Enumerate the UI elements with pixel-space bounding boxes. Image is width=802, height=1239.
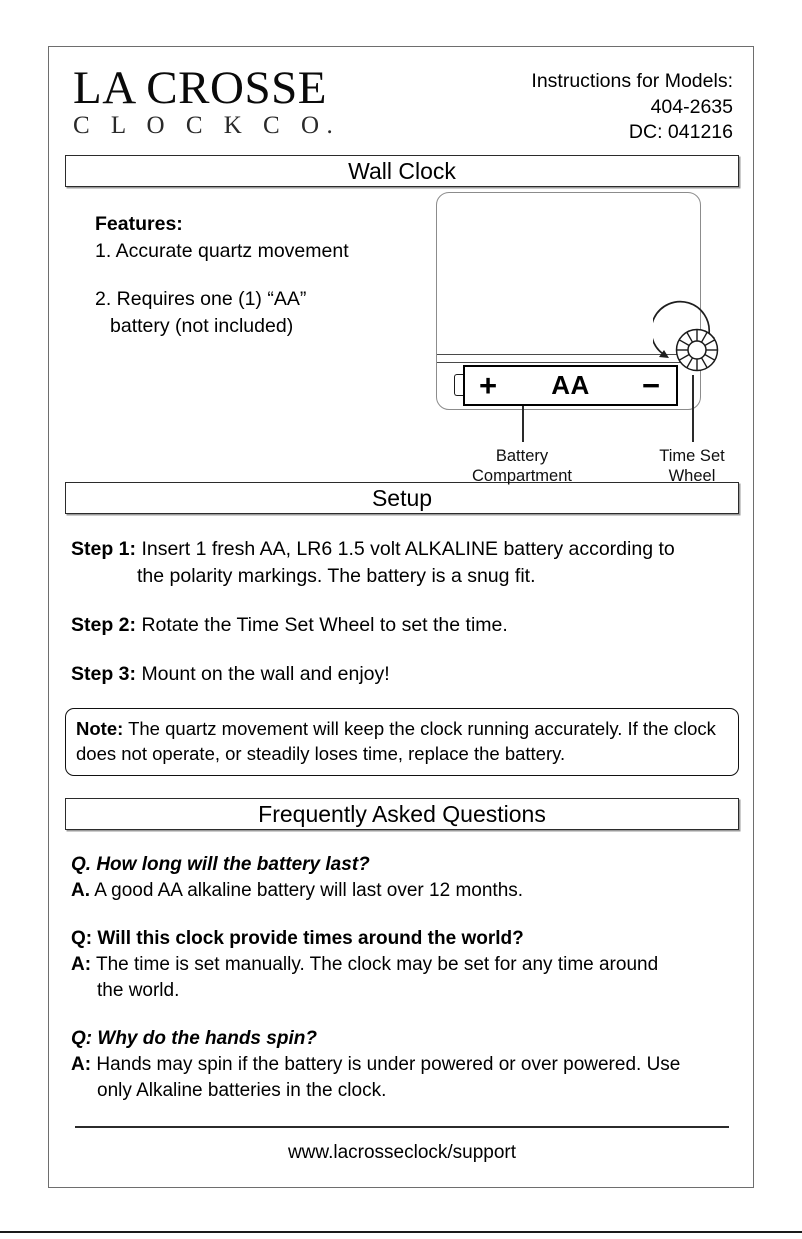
setup-step-3: [71, 661, 733, 688]
section-header-setup: [65, 482, 739, 514]
setup-step-2: [71, 612, 733, 639]
setup-step-1: [71, 536, 733, 590]
step-2-label: Step 2:: [71, 614, 137, 636]
section-header-faq: [65, 798, 739, 830]
document-header: [63, 59, 741, 155]
faq-answer-2: [71, 952, 733, 1004]
caption-time-set-wheel: [636, 446, 748, 486]
features-list: [95, 211, 425, 340]
faq-answer-1: [71, 878, 733, 904]
caption-wheel-line2: Wheel: [668, 467, 716, 485]
brand-logo: [73, 63, 340, 141]
product-title-text: Wall Clock: [348, 157, 456, 184]
faq-answer-2-continuation: the world.: [97, 980, 180, 1001]
features-and-diagram: [63, 187, 741, 485]
caption-wheel-line1: Time Set: [659, 447, 725, 465]
faq-item-3: [71, 1026, 733, 1104]
faq-title-text: Frequently Asked Questions: [258, 800, 546, 827]
faq-answer-3-label: A:: [71, 1054, 92, 1075]
feature-item-2-continuation: battery (not included): [110, 315, 294, 337]
page-bottom-rule: [0, 1231, 802, 1233]
caption-battery-compartment: [452, 446, 592, 486]
battery-size-label: AA: [551, 370, 590, 400]
page-content: [63, 59, 741, 1165]
faq-list: [63, 830, 741, 1104]
date-code: DC: 041216: [628, 121, 733, 143]
feature-spacer: [95, 265, 425, 286]
document-page: [48, 46, 754, 1188]
time-set-wheel-icon: [653, 288, 731, 378]
step-2-text: Rotate the Time Set Wheel to set the time.: [141, 614, 508, 636]
battery-negative-icon: −: [641, 367, 660, 403]
step-1-label: Step 1:: [71, 538, 137, 560]
features-heading: Features:: [95, 213, 183, 235]
faq-answer-1-text: A good AA alkaline battery will last over 12 months.: [94, 880, 524, 901]
step-3-text: Mount on the wall and enjoy!: [141, 663, 390, 685]
step-1-continuation: the polarity markings. The battery is a snug fit.: [137, 565, 536, 587]
faq-answer-2-text: The time is set manually. The clock may be set for any time around: [96, 954, 659, 975]
battery-positive-icon: +: [479, 368, 498, 403]
brand-name-secondary: C L O C K C O.: [73, 112, 341, 139]
clock-diagram: [431, 192, 731, 485]
instructions-label: Instructions for Models:: [531, 70, 733, 92]
faq-question-2: Q: Will this clock provide times around the world?: [71, 928, 524, 949]
setup-steps-list: [63, 514, 741, 688]
model-number: 404-2635: [650, 95, 733, 118]
setup-title-text: Setup: [371, 484, 433, 511]
note-label: Note:: [76, 718, 124, 739]
faq-answer-2-label: A:: [71, 954, 92, 975]
step-1-text: Insert 1 fresh AA, LR6 1.5 volt ALKALINE battery according to: [141, 538, 675, 560]
feature-item-2: 2. Requires one (1) “AA”: [95, 288, 307, 310]
leader-line-wheel: [692, 375, 694, 442]
brand-name-primary: LA CROSSE: [73, 62, 327, 114]
caption-battery-line2: Compartment: [472, 467, 572, 485]
faq-answer-3-continuation: only Alkaline batteries in the clock.: [97, 1080, 387, 1101]
header-model-info: [531, 69, 733, 146]
faq-answer-1-label: A.: [71, 880, 90, 901]
faq-question-3: Q: Why do the hands spin?: [71, 1028, 317, 1049]
section-header-product-title: [65, 155, 739, 187]
faq-answer-3-text: Hands may spin if the battery is under powered or over powered. Use: [96, 1054, 681, 1075]
leader-line-battery: [522, 406, 524, 442]
faq-question-1: Q. How long will the battery last?: [71, 854, 370, 875]
faq-item-1: [71, 852, 733, 904]
caption-battery-line1: Battery: [495, 447, 549, 465]
faq-item-2: [71, 926, 733, 1004]
note-text: The quartz movement will keep the clock running accurately. If the clock does not operate, or steadily loses time, replace the battery.: [76, 718, 716, 764]
note-callout-box: [65, 708, 739, 776]
faq-answer-3: [71, 1052, 733, 1104]
feature-item-1: 1. Accurate quartz movement: [95, 240, 349, 262]
battery-compartment: [463, 365, 678, 406]
footer-support-url: www.lacrosseclock/support: [287, 1141, 517, 1163]
step-3-label: Step 3:: [71, 663, 137, 685]
